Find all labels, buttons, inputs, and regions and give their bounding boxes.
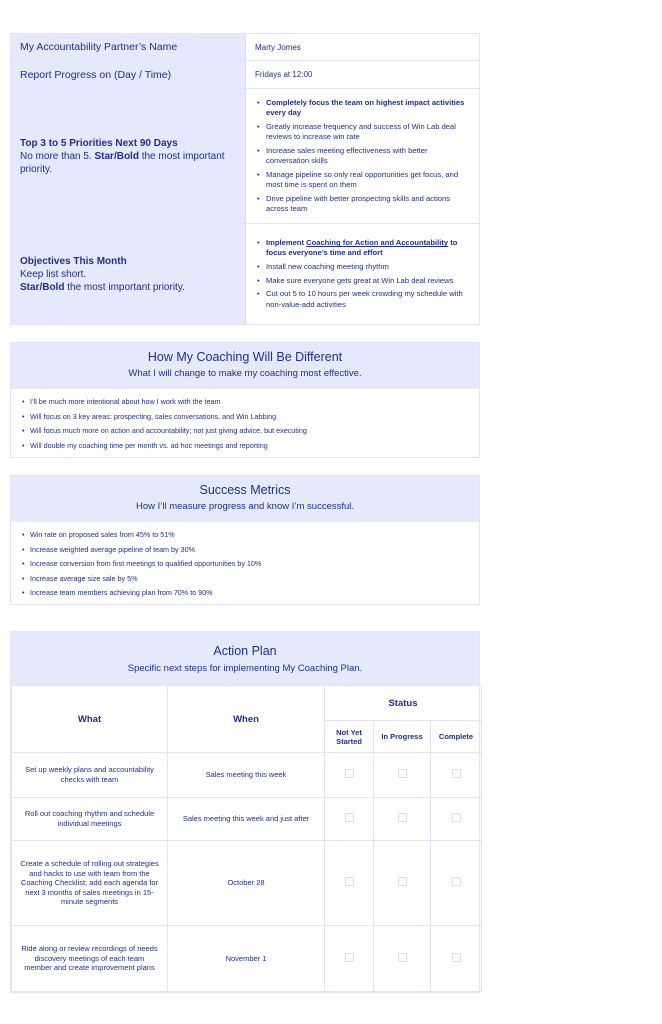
priorities-list bbox=[246, 89, 479, 223]
status-in-progress-checkbox[interactable] bbox=[398, 953, 407, 962]
objective-item: • Implement Coaching for Action and Accountability to focus everyone’s time and effort bbox=[255, 238, 470, 258]
action-plan-subtitle: Specific next steps for implementing My Coaching Plan. bbox=[127, 663, 363, 674]
status-not-started-cell bbox=[325, 798, 374, 841]
priority-item: • Greatly increase frequency and success of Win Lab deal reviews to increase win rate bbox=[255, 122, 470, 142]
action-when: November 1 bbox=[168, 926, 325, 992]
status-not-started-checkbox[interactable] bbox=[345, 769, 354, 778]
action-what: Create a schedule of rolling out strategies and hacks to use with team from the Coaching Checklist; add each agenda for next 3 months of sales meetings in 15-minute segments bbox=[12, 841, 168, 926]
status-complete-cell bbox=[431, 841, 482, 926]
status-not-started-cell bbox=[325, 753, 374, 798]
metric-item: • Increase team members achieving plan from 70% to 90% bbox=[21, 588, 469, 597]
report-label: Report Progress on (Day / Time) bbox=[11, 61, 246, 88]
coaching-subtitle: What I will change to make my coaching most effective. bbox=[128, 368, 362, 379]
objective-item: • Cut out 5 to 10 hours per week crowding my schedule with non-value-add activities bbox=[255, 289, 470, 309]
metric-item: • Increase conversion from first meetings to qualified opportunities by 10% bbox=[21, 559, 469, 568]
partner-label: My Accountability Partner’s Name bbox=[11, 34, 246, 60]
status-complete-checkbox[interactable] bbox=[452, 813, 461, 822]
objectives-title: Objectives This Month bbox=[20, 255, 127, 267]
metrics-subtitle: How I’ll measure progress and know I’m successful. bbox=[135, 501, 355, 512]
metrics-title: Success Metrics bbox=[199, 483, 291, 497]
coaching-section bbox=[10, 342, 480, 458]
objectives-row bbox=[11, 224, 479, 324]
coaching-link[interactable]: Coaching for Action and Accountability bbox=[306, 238, 449, 248]
status-in-progress-cell bbox=[374, 753, 431, 798]
objectives-note-2: Star/Bold the most important priority. bbox=[20, 281, 185, 293]
objective-item: • Install new coaching meeting rhythm bbox=[255, 262, 470, 272]
priorities-label bbox=[11, 89, 246, 223]
action-row bbox=[12, 798, 482, 841]
status-in-progress-cell bbox=[374, 841, 431, 926]
action-plan-section bbox=[10, 631, 480, 993]
action-when: Sales meeting this week and just after bbox=[168, 798, 325, 841]
priority-item: • Drive pipeline with better prospecting skills and actions across team bbox=[255, 194, 470, 214]
metric-item: • Increase average size sale by 5% bbox=[21, 574, 469, 583]
coaching-item: • Will focus much more on action and accountability; not just giving advice, but executing bbox=[21, 426, 469, 435]
objectives-list bbox=[246, 224, 479, 324]
objectives-note-1: Keep list short. bbox=[20, 268, 87, 280]
action-row bbox=[12, 841, 482, 926]
coaching-title: How My Coaching Will Be Different bbox=[147, 350, 343, 364]
col-when-header: When bbox=[168, 686, 325, 753]
coaching-item: • Will double my coaching time per month vs. ad hoc meetings and reporting bbox=[21, 441, 469, 450]
col-what-header: What bbox=[12, 686, 168, 753]
metrics-body bbox=[11, 522, 479, 604]
status-not-started-checkbox[interactable] bbox=[345, 953, 354, 962]
action-what: Set up weekly plans and accountability checks with team bbox=[12, 753, 168, 798]
status-in-progress-checkbox[interactable] bbox=[398, 769, 407, 778]
report-row bbox=[11, 61, 479, 89]
status-complete-cell bbox=[431, 798, 482, 841]
action-plan-header bbox=[11, 632, 479, 685]
status-in-progress-cell bbox=[374, 798, 431, 841]
objectives-label bbox=[11, 224, 246, 324]
col-status-header: Status bbox=[325, 686, 482, 721]
action-what: Ride along or review recordings of needs discovery meetings of each team member and create improvement plans bbox=[12, 926, 168, 992]
priorities-note: No more than 5. Star/Bold the most important priority. bbox=[20, 150, 225, 175]
status-in-progress-checkbox[interactable] bbox=[398, 813, 407, 822]
accountability-table bbox=[10, 33, 480, 325]
priority-item: • Manage pipeline so only real opportunities get focus, and most time is spent on them bbox=[255, 170, 470, 190]
priority-item: • Increase sales meeting effectiveness with better conversation skills bbox=[255, 146, 470, 166]
coaching-item: • Will focus on 3 key areas: prospecting, sales conversations, and Win Labbing bbox=[21, 412, 469, 421]
action-plan-title: Action Plan bbox=[213, 644, 277, 658]
metrics-header bbox=[11, 476, 479, 522]
action-when: Sales meeting this week bbox=[168, 753, 325, 798]
action-plan-table bbox=[11, 685, 482, 992]
action-when: October 28 bbox=[168, 841, 325, 926]
status-not-started-header: Not Yet Started bbox=[325, 721, 374, 753]
status-in-progress-cell bbox=[374, 926, 431, 992]
report-value: Fridays at 12:00 bbox=[246, 61, 479, 88]
priority-item: • Completely focus the team on highest impact activities every day bbox=[255, 98, 470, 118]
status-not-started-cell bbox=[325, 841, 374, 926]
partner-row bbox=[11, 34, 479, 61]
metric-item: • Win rate on proposed sales from 45% to 51% bbox=[21, 530, 469, 539]
coaching-body bbox=[11, 389, 479, 457]
status-complete-cell bbox=[431, 753, 482, 798]
status-not-started-checkbox[interactable] bbox=[345, 877, 354, 886]
action-what: Roll out coaching rhythm and schedule individual meetings bbox=[12, 798, 168, 841]
metrics-section bbox=[10, 475, 480, 605]
status-complete-checkbox[interactable] bbox=[452, 953, 461, 962]
priorities-title: Top 3 to 5 Priorities Next 90 Days bbox=[20, 137, 178, 149]
status-complete-cell bbox=[431, 926, 482, 992]
action-row bbox=[12, 926, 482, 992]
status-complete-header: Complete bbox=[431, 721, 482, 753]
status-complete-checkbox[interactable] bbox=[452, 769, 461, 778]
status-not-started-cell bbox=[325, 926, 374, 992]
coaching-header bbox=[11, 343, 479, 389]
priorities-row bbox=[11, 89, 479, 224]
status-in-progress-header: In Progress bbox=[374, 721, 431, 753]
metric-item: • Increase weighted average pipeline of team by 30% bbox=[21, 545, 469, 554]
status-complete-checkbox[interactable] bbox=[452, 877, 461, 886]
partner-value: Marty Jomes bbox=[246, 34, 479, 60]
coaching-item: • I’ll be much more intentional about how I work with the team bbox=[21, 397, 469, 406]
objective-item: • Make sure everyone gets great at Win Lab deal reviews bbox=[255, 276, 470, 286]
status-in-progress-checkbox[interactable] bbox=[398, 877, 407, 886]
action-row bbox=[12, 753, 482, 798]
status-not-started-checkbox[interactable] bbox=[345, 813, 354, 822]
